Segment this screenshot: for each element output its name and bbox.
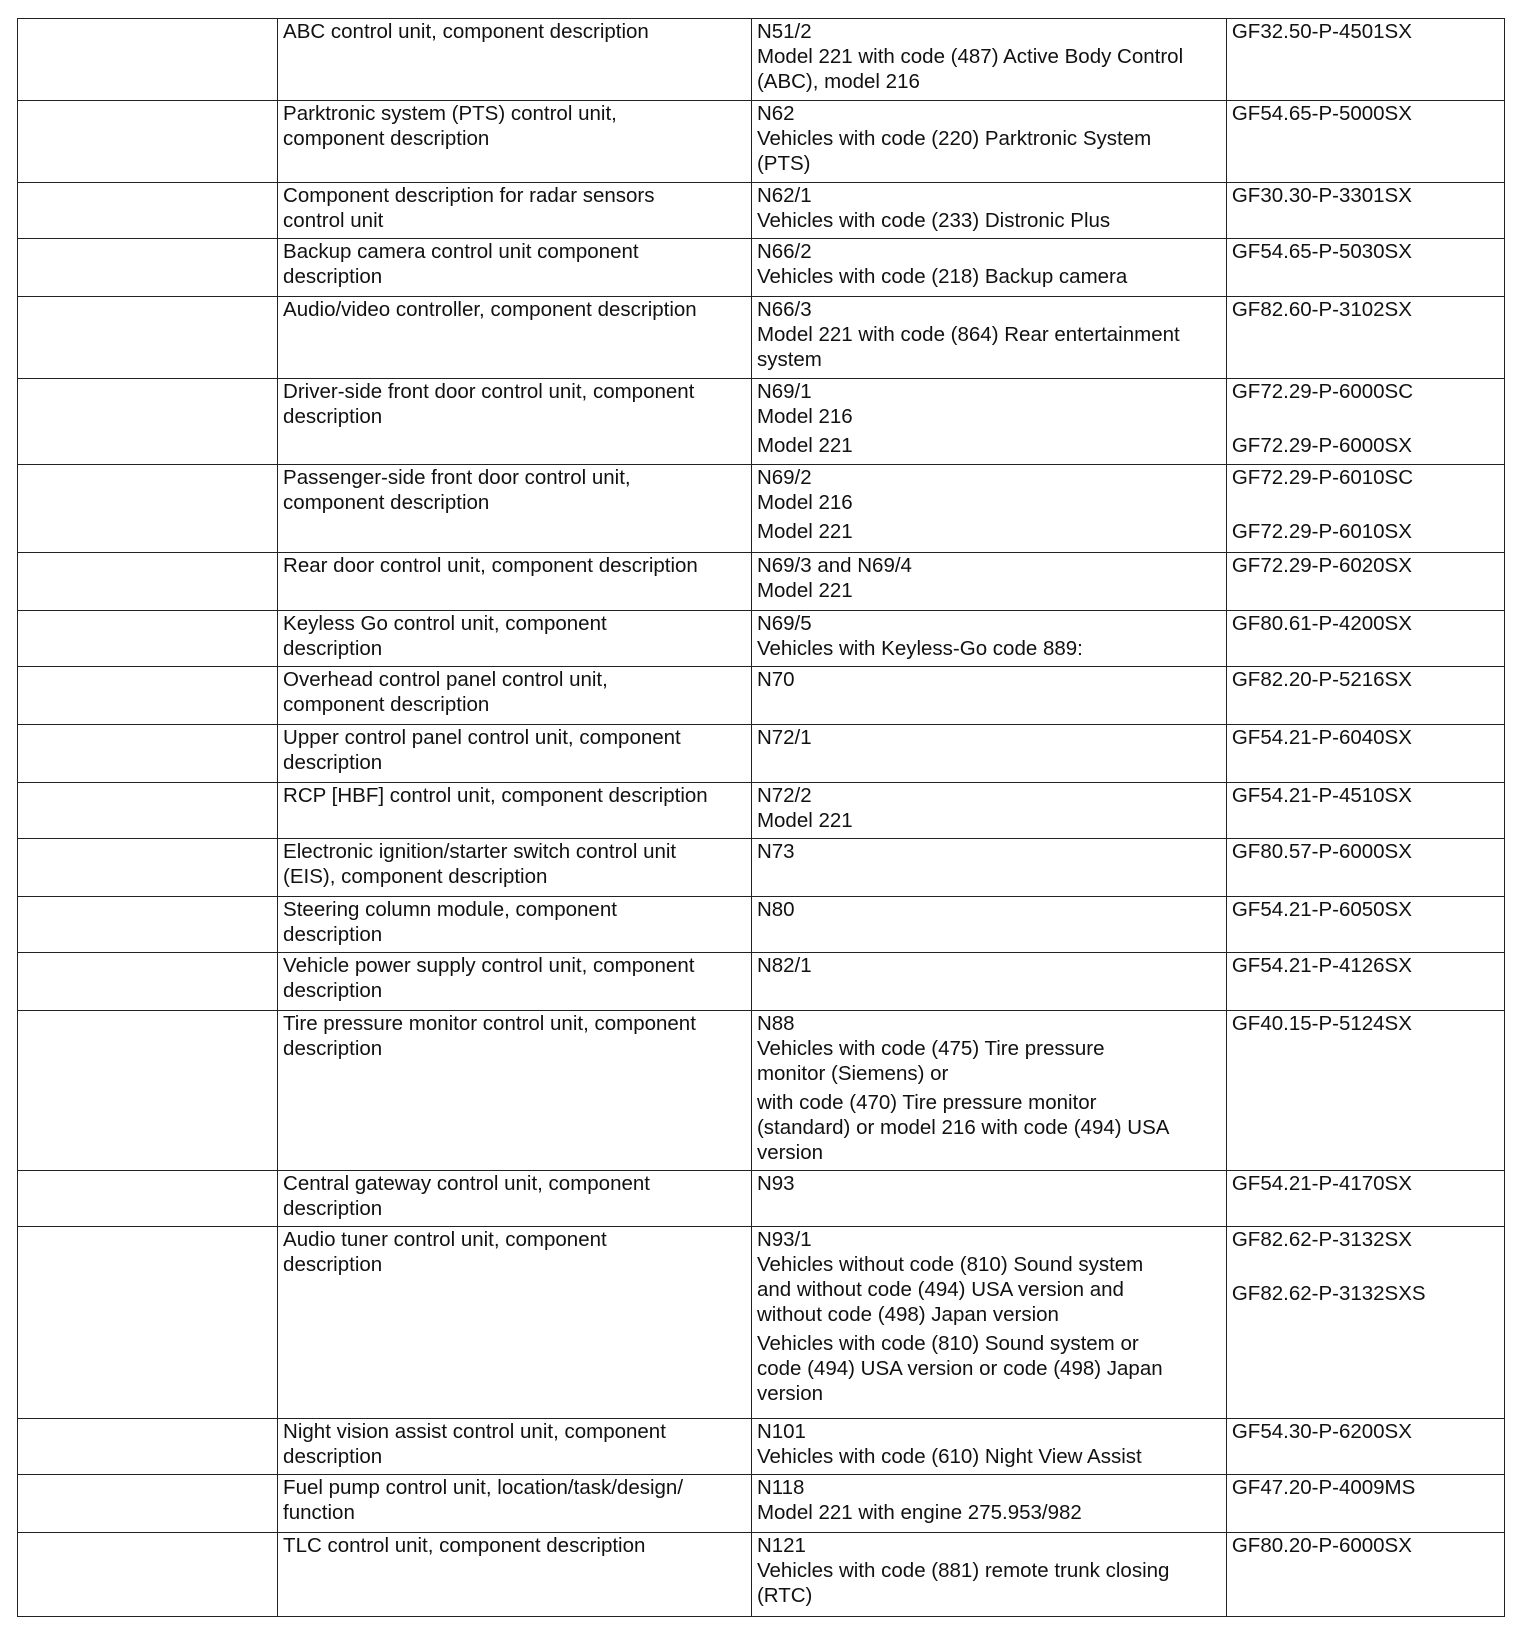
description-cell — [278, 465, 752, 553]
cell-text-line: GF72.29-P-6000SX — [1231, 434, 1412, 457]
document-reference-cell — [1226, 725, 1504, 783]
table-row — [18, 783, 1505, 839]
description-cell — [278, 1227, 752, 1419]
cell-text-line: GF54.21-P-6050SX — [1231, 898, 1412, 921]
cell-text-line — [1232, 490, 1499, 515]
cell-text-line: Model 221 — [756, 434, 853, 457]
cell-text-line: N80 — [756, 898, 795, 921]
document-reference-cell — [1226, 101, 1504, 183]
component-code-cell — [751, 1011, 1226, 1171]
component-code-cell — [751, 783, 1226, 839]
cell-text-line: Audio/video controller, component description — [283, 298, 697, 321]
table-row — [18, 553, 1505, 611]
cell-text-line: N69/2 — [756, 466, 812, 489]
empty-cell — [18, 783, 278, 839]
document-reference-cell — [1226, 839, 1504, 897]
cell-text-line: Night vision assist control unit, component description — [283, 1420, 666, 1468]
empty-cell — [18, 1475, 278, 1533]
cell-text-line: Model 221 with engine 275.953/982 — [756, 1501, 1082, 1524]
table-row — [18, 297, 1505, 379]
description-cell — [278, 297, 752, 379]
cell-text-line: with code (470) Tire pressure monitor (standard) or model 216 with code (494) USA version — [756, 1091, 1170, 1164]
table-row — [18, 1011, 1505, 1171]
description-cell — [278, 379, 752, 465]
empty-cell — [18, 1419, 278, 1475]
cell-text-line: GF80.20-P-6000SX — [1231, 1534, 1412, 1557]
cell-text-line: Vehicles with code (475) Tire pressure monitor (Siemens) or — [756, 1037, 1105, 1085]
empty-cell — [18, 897, 278, 953]
empty-cell — [18, 465, 278, 553]
empty-cell — [18, 1011, 278, 1171]
cell-text-line: N70 — [756, 668, 795, 691]
document-reference-cell — [1226, 667, 1504, 725]
table-body — [18, 19, 1505, 1617]
table-row — [18, 19, 1505, 101]
table-row — [18, 465, 1505, 553]
component-code-cell — [751, 297, 1226, 379]
cell-text-line: Driver-side front door control unit, component description — [283, 380, 695, 428]
description-cell — [278, 101, 752, 183]
document-reference-cell — [1226, 1227, 1504, 1419]
cell-text-line: N101 — [756, 1420, 806, 1443]
component-code-cell — [751, 725, 1226, 783]
component-code-cell — [751, 897, 1226, 953]
cell-text-line: N93 — [756, 1172, 795, 1195]
component-code-cell — [751, 667, 1226, 725]
cell-text-line: Vehicles with Keyless-Go code 889: — [756, 637, 1083, 660]
description-cell — [278, 1533, 752, 1617]
cell-text-line: N66/3 — [756, 298, 812, 321]
description-cell — [278, 1419, 752, 1475]
document-reference-cell — [1226, 183, 1504, 239]
table-row — [18, 897, 1505, 953]
cell-text-line: GF82.62-P-3132SX — [1231, 1228, 1412, 1251]
cell-text-line: GF82.20-P-5216SX — [1231, 668, 1412, 691]
cell-text-line: GF54.21-P-4510SX — [1231, 784, 1412, 807]
cell-text-line: GF32.50-P-4501SX — [1231, 20, 1412, 43]
cell-text-line: TLC control unit, component description — [283, 1534, 646, 1557]
table-row — [18, 379, 1505, 465]
cell-text-line: Model 221 with code (487) Active Body Control (ABC), model 216 — [756, 45, 1184, 93]
cell-text-line: Model 221 — [756, 809, 853, 832]
cell-text-line: Vehicles with code (810) Sound system or code (494) USA version or code (498) Japan version — [756, 1332, 1163, 1405]
cell-text-line: Upper control panel control unit, component description — [283, 726, 681, 774]
cell-text-line: N62 — [756, 102, 795, 125]
cell-text-line: N73 — [756, 840, 795, 863]
cell-text-line: Steering column module, component description — [283, 898, 617, 946]
cell-text-line: N69/1 — [756, 380, 812, 403]
empty-cell — [18, 611, 278, 667]
component-code-cell — [751, 953, 1226, 1011]
table-row — [18, 239, 1505, 297]
description-cell — [278, 897, 752, 953]
component-code-cell — [751, 611, 1226, 667]
description-cell — [278, 1475, 752, 1533]
cell-text-line: N88 — [756, 1012, 795, 1035]
component-code-cell — [751, 183, 1226, 239]
cell-text-line: Model 221 with code (864) Rear entertainment system — [756, 323, 1180, 371]
empty-cell — [18, 839, 278, 897]
table-row — [18, 1475, 1505, 1533]
document-reference-cell — [1226, 379, 1504, 465]
description-cell — [278, 239, 752, 297]
empty-cell — [18, 183, 278, 239]
cell-text-line: Model 221 — [756, 520, 853, 543]
cell-text-line: GF80.61-P-4200SX — [1231, 612, 1412, 635]
cell-text-line: Model 216 — [756, 491, 853, 514]
table-row — [18, 725, 1505, 783]
cell-text-line: GF72.29-P-6000SC — [1231, 380, 1414, 403]
document-reference-cell — [1226, 1533, 1504, 1617]
cell-text-line: Vehicles with code (610) Night View Assist — [756, 1445, 1142, 1468]
table-row — [18, 101, 1505, 183]
cell-text-line: N69/5 — [756, 612, 812, 635]
document-reference-cell — [1226, 239, 1504, 297]
cell-text-line: GF54.30-P-6200SX — [1231, 1420, 1412, 1443]
document-reference-cell — [1226, 953, 1504, 1011]
cell-text-line: Rear door control unit, component description — [283, 554, 698, 577]
component-code-cell — [751, 1419, 1226, 1475]
component-code-cell — [751, 19, 1226, 101]
cell-text-line: N66/2 — [756, 240, 812, 263]
table-row — [18, 953, 1505, 1011]
cell-text-line: N72/1 — [756, 726, 812, 749]
empty-cell — [18, 725, 278, 783]
component-code-cell — [751, 1533, 1226, 1617]
cell-text-line: GF80.57-P-6000SX — [1231, 840, 1412, 863]
component-code-cell — [751, 239, 1226, 297]
component-code-cell — [751, 553, 1226, 611]
cell-text-line: Central gateway control unit, component description — [283, 1172, 650, 1220]
cell-text-line: Vehicle power supply control unit, component description — [283, 954, 695, 1002]
document-reference-cell — [1226, 1475, 1504, 1533]
cell-text-line: N93/1 — [756, 1228, 812, 1251]
description-cell — [278, 611, 752, 667]
document-reference-cell — [1226, 1419, 1504, 1475]
component-code-cell — [751, 379, 1226, 465]
cell-text-line: N62/1 — [756, 184, 812, 207]
cell-text-line: GF54.21-P-4170SX — [1231, 1172, 1412, 1195]
table-row — [18, 1419, 1505, 1475]
description-cell — [278, 183, 752, 239]
component-code-cell — [751, 839, 1226, 897]
cell-text-line: GF82.60-P-3102SX — [1231, 298, 1412, 321]
document-reference-cell — [1226, 465, 1504, 553]
document-reference-cell — [1226, 19, 1504, 101]
cell-text-line: GF72.29-P-6010SC — [1231, 466, 1414, 489]
description-cell — [278, 783, 752, 839]
empty-cell — [18, 1171, 278, 1227]
component-code-cell — [751, 1171, 1226, 1227]
cell-text-line: GF54.21-P-4126SX — [1231, 954, 1412, 977]
component-code-cell — [751, 1227, 1226, 1419]
empty-cell — [18, 1533, 278, 1617]
cell-text-line: Vehicles with code (881) remote trunk closing (RTC) — [756, 1559, 1170, 1607]
cell-text-line — [1232, 1252, 1499, 1277]
table-row — [18, 611, 1505, 667]
cell-text-line: Vehicles with code (220) Parktronic System (PTS) — [756, 127, 1152, 175]
cell-text-line: N118 — [756, 1476, 805, 1499]
cell-text-line: Vehicles with code (233) Distronic Plus — [756, 209, 1111, 232]
cell-text-line: GF54.21-P-6040SX — [1231, 726, 1412, 749]
cell-text-line: Model 216 — [756, 405, 853, 428]
empty-cell — [18, 297, 278, 379]
cell-text-line: GF72.29-P-6020SX — [1231, 554, 1412, 577]
table-row — [18, 667, 1505, 725]
cell-text-line: Keyless Go control unit, component description — [283, 612, 607, 660]
description-cell — [278, 1011, 752, 1171]
document-reference-cell — [1226, 897, 1504, 953]
description-cell — [278, 1171, 752, 1227]
document-reference-cell — [1226, 1011, 1504, 1171]
cell-text-line: N51/2 — [756, 20, 812, 43]
document-reference-cell — [1226, 553, 1504, 611]
cell-text-line: GF30.30-P-3301SX — [1231, 184, 1412, 207]
empty-cell — [18, 953, 278, 1011]
description-cell — [278, 725, 752, 783]
description-cell — [278, 19, 752, 101]
description-cell — [278, 839, 752, 897]
cell-text-line — [1232, 404, 1499, 429]
cell-text-line: N69/3 and N69/4 — [756, 554, 912, 577]
description-cell — [278, 553, 752, 611]
cell-text-line: GF82.62-P-3132SXS — [1231, 1282, 1426, 1305]
cell-text-line: Passenger-side front door control unit, component description — [283, 466, 631, 514]
cell-text-line: Backup camera control unit component description — [283, 240, 639, 288]
component-code-cell — [751, 465, 1226, 553]
empty-cell — [18, 667, 278, 725]
cell-text-line: GF72.29-P-6010SX — [1231, 520, 1412, 543]
component-code-cell — [751, 101, 1226, 183]
cell-text-line: GF40.15-P-5124SX — [1231, 1012, 1412, 1035]
cell-text-line: Component description for radar sensors control unit — [283, 184, 655, 232]
cell-text-line: RCP [HBF] control unit, component description — [283, 784, 708, 807]
table-row — [18, 183, 1505, 239]
cell-text-line: Audio tuner control unit, component description — [283, 1228, 607, 1276]
table-row — [18, 1533, 1505, 1617]
cell-text-line: Vehicles with code (218) Backup camera — [756, 265, 1128, 288]
cell-text-line: N72/2 — [756, 784, 812, 807]
description-cell — [278, 953, 752, 1011]
cell-text-line: N121 — [756, 1534, 806, 1557]
cell-text-line: GF54.65-P-5030SX — [1231, 240, 1412, 263]
table-row — [18, 839, 1505, 897]
cell-text-line: GF47.20-P-4009MS — [1231, 1476, 1416, 1499]
cell-text-line: Fuel pump control unit, location/task/design/ function — [283, 1476, 684, 1524]
empty-cell — [18, 1227, 278, 1419]
empty-cell — [18, 101, 278, 183]
document-reference-cell — [1226, 1171, 1504, 1227]
cell-text-line: Tire pressure monitor control unit, component description — [283, 1012, 696, 1060]
component-code-cell — [751, 1475, 1226, 1533]
document-reference-cell — [1226, 297, 1504, 379]
empty-cell — [18, 379, 278, 465]
cell-text-line: Overhead control panel control unit, component description — [283, 668, 608, 716]
cell-text-line: N82/1 — [756, 954, 812, 977]
cell-text-line: Electronic ignition/starter switch control unit (EIS), component description — [283, 840, 677, 888]
cell-text-line: Model 221 — [756, 579, 853, 602]
table-row — [18, 1227, 1505, 1419]
empty-cell — [18, 19, 278, 101]
empty-cell — [18, 239, 278, 297]
component-reference-table — [17, 18, 1505, 1617]
cell-text-line: Parktronic system (PTS) control unit, component description — [283, 102, 617, 150]
document-reference-cell — [1226, 783, 1504, 839]
cell-text-line: GF54.65-P-5000SX — [1231, 102, 1412, 125]
document-reference-cell — [1226, 611, 1504, 667]
description-cell — [278, 667, 752, 725]
cell-text-line: Vehicles without code (810) Sound system and without code (494) USA version and without code (498) Japan version — [756, 1253, 1144, 1326]
table-row — [18, 1171, 1505, 1227]
cell-text-line: ABC control unit, component description — [283, 20, 649, 43]
empty-cell — [18, 553, 278, 611]
